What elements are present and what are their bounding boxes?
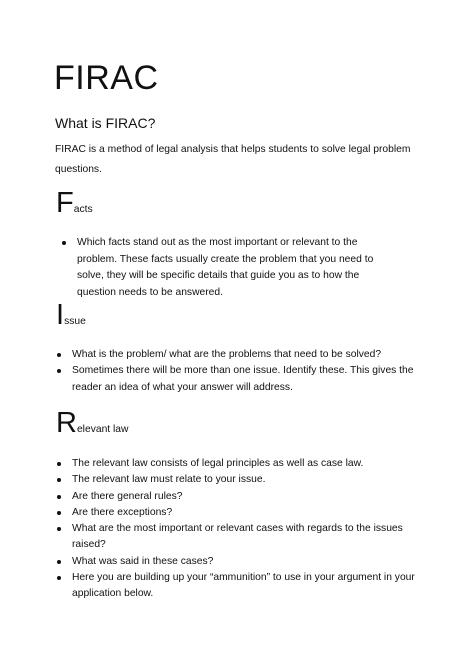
list-item	[55, 347, 427, 363]
issue-bullet-list	[55, 347, 427, 396]
section-heading-facts	[56, 188, 93, 218]
facts-bullet-list	[60, 235, 400, 301]
list-item-text: Here you are building up your “ammunition” to use in your argument in your application below.	[72, 572, 415, 600]
bullet-icon	[57, 576, 61, 580]
section-heading-rest: elevant law	[76, 424, 129, 435]
list-item	[55, 505, 427, 521]
bullet-icon	[57, 511, 61, 515]
section-heading-rest: ssue	[64, 316, 86, 327]
list-item	[60, 235, 400, 301]
list-item	[55, 521, 427, 554]
bullet-icon	[57, 369, 61, 373]
document-subtitle: What is FIRAC?	[55, 115, 156, 131]
section-heading-rest: acts	[73, 204, 93, 215]
bullet-icon	[57, 478, 61, 482]
intro-paragraph: FIRAC is a method of legal analysis that helps students to solve legal problem questions.	[55, 144, 411, 175]
list-item-text: Are there exceptions?	[72, 506, 173, 518]
bullet-icon	[57, 353, 61, 357]
bullet-icon	[57, 462, 61, 466]
bullet-icon	[57, 495, 61, 499]
document-title: FIRAC	[54, 59, 159, 97]
list-item-text: What are the most important or relevant cases with regards to the issues raised?	[72, 523, 403, 551]
section-initial: F	[56, 187, 74, 219]
list-item-text: What was said in these cases?	[72, 555, 214, 567]
list-item-text: The relevant law consists of legal principles as well as case law.	[72, 458, 364, 469]
list-item	[55, 472, 427, 488]
list-item	[55, 456, 427, 472]
section-heading-issue	[56, 300, 86, 330]
list-item-text: Which facts stand out as the most important or relevant to the problem. These facts usually create the problem that you need to solve, they will be specific details that guide you as to how the question needs to be answered.	[77, 237, 374, 298]
list-item	[55, 554, 427, 570]
list-item-text: Sometimes there will be more than one issue. Identify these. This gives the reader an idea of what your answer will address.	[72, 365, 414, 393]
list-item-text: Are there general rules?	[72, 490, 183, 502]
list-item-text: The relevant law must relate to your issue.	[72, 474, 266, 486]
bullet-icon	[57, 527, 61, 531]
section-initial: R	[56, 407, 77, 439]
bullet-icon	[62, 241, 66, 245]
list-item	[55, 363, 427, 396]
list-item	[55, 489, 427, 505]
bullet-icon	[57, 560, 61, 564]
list-item	[55, 570, 427, 603]
relevant-law-bullet-list	[55, 456, 427, 603]
section-heading-relevant-law	[56, 408, 128, 438]
list-item-text: What is the problem/ what are the problems that need to be solved?	[72, 349, 382, 360]
section-initial: I	[56, 299, 65, 331]
